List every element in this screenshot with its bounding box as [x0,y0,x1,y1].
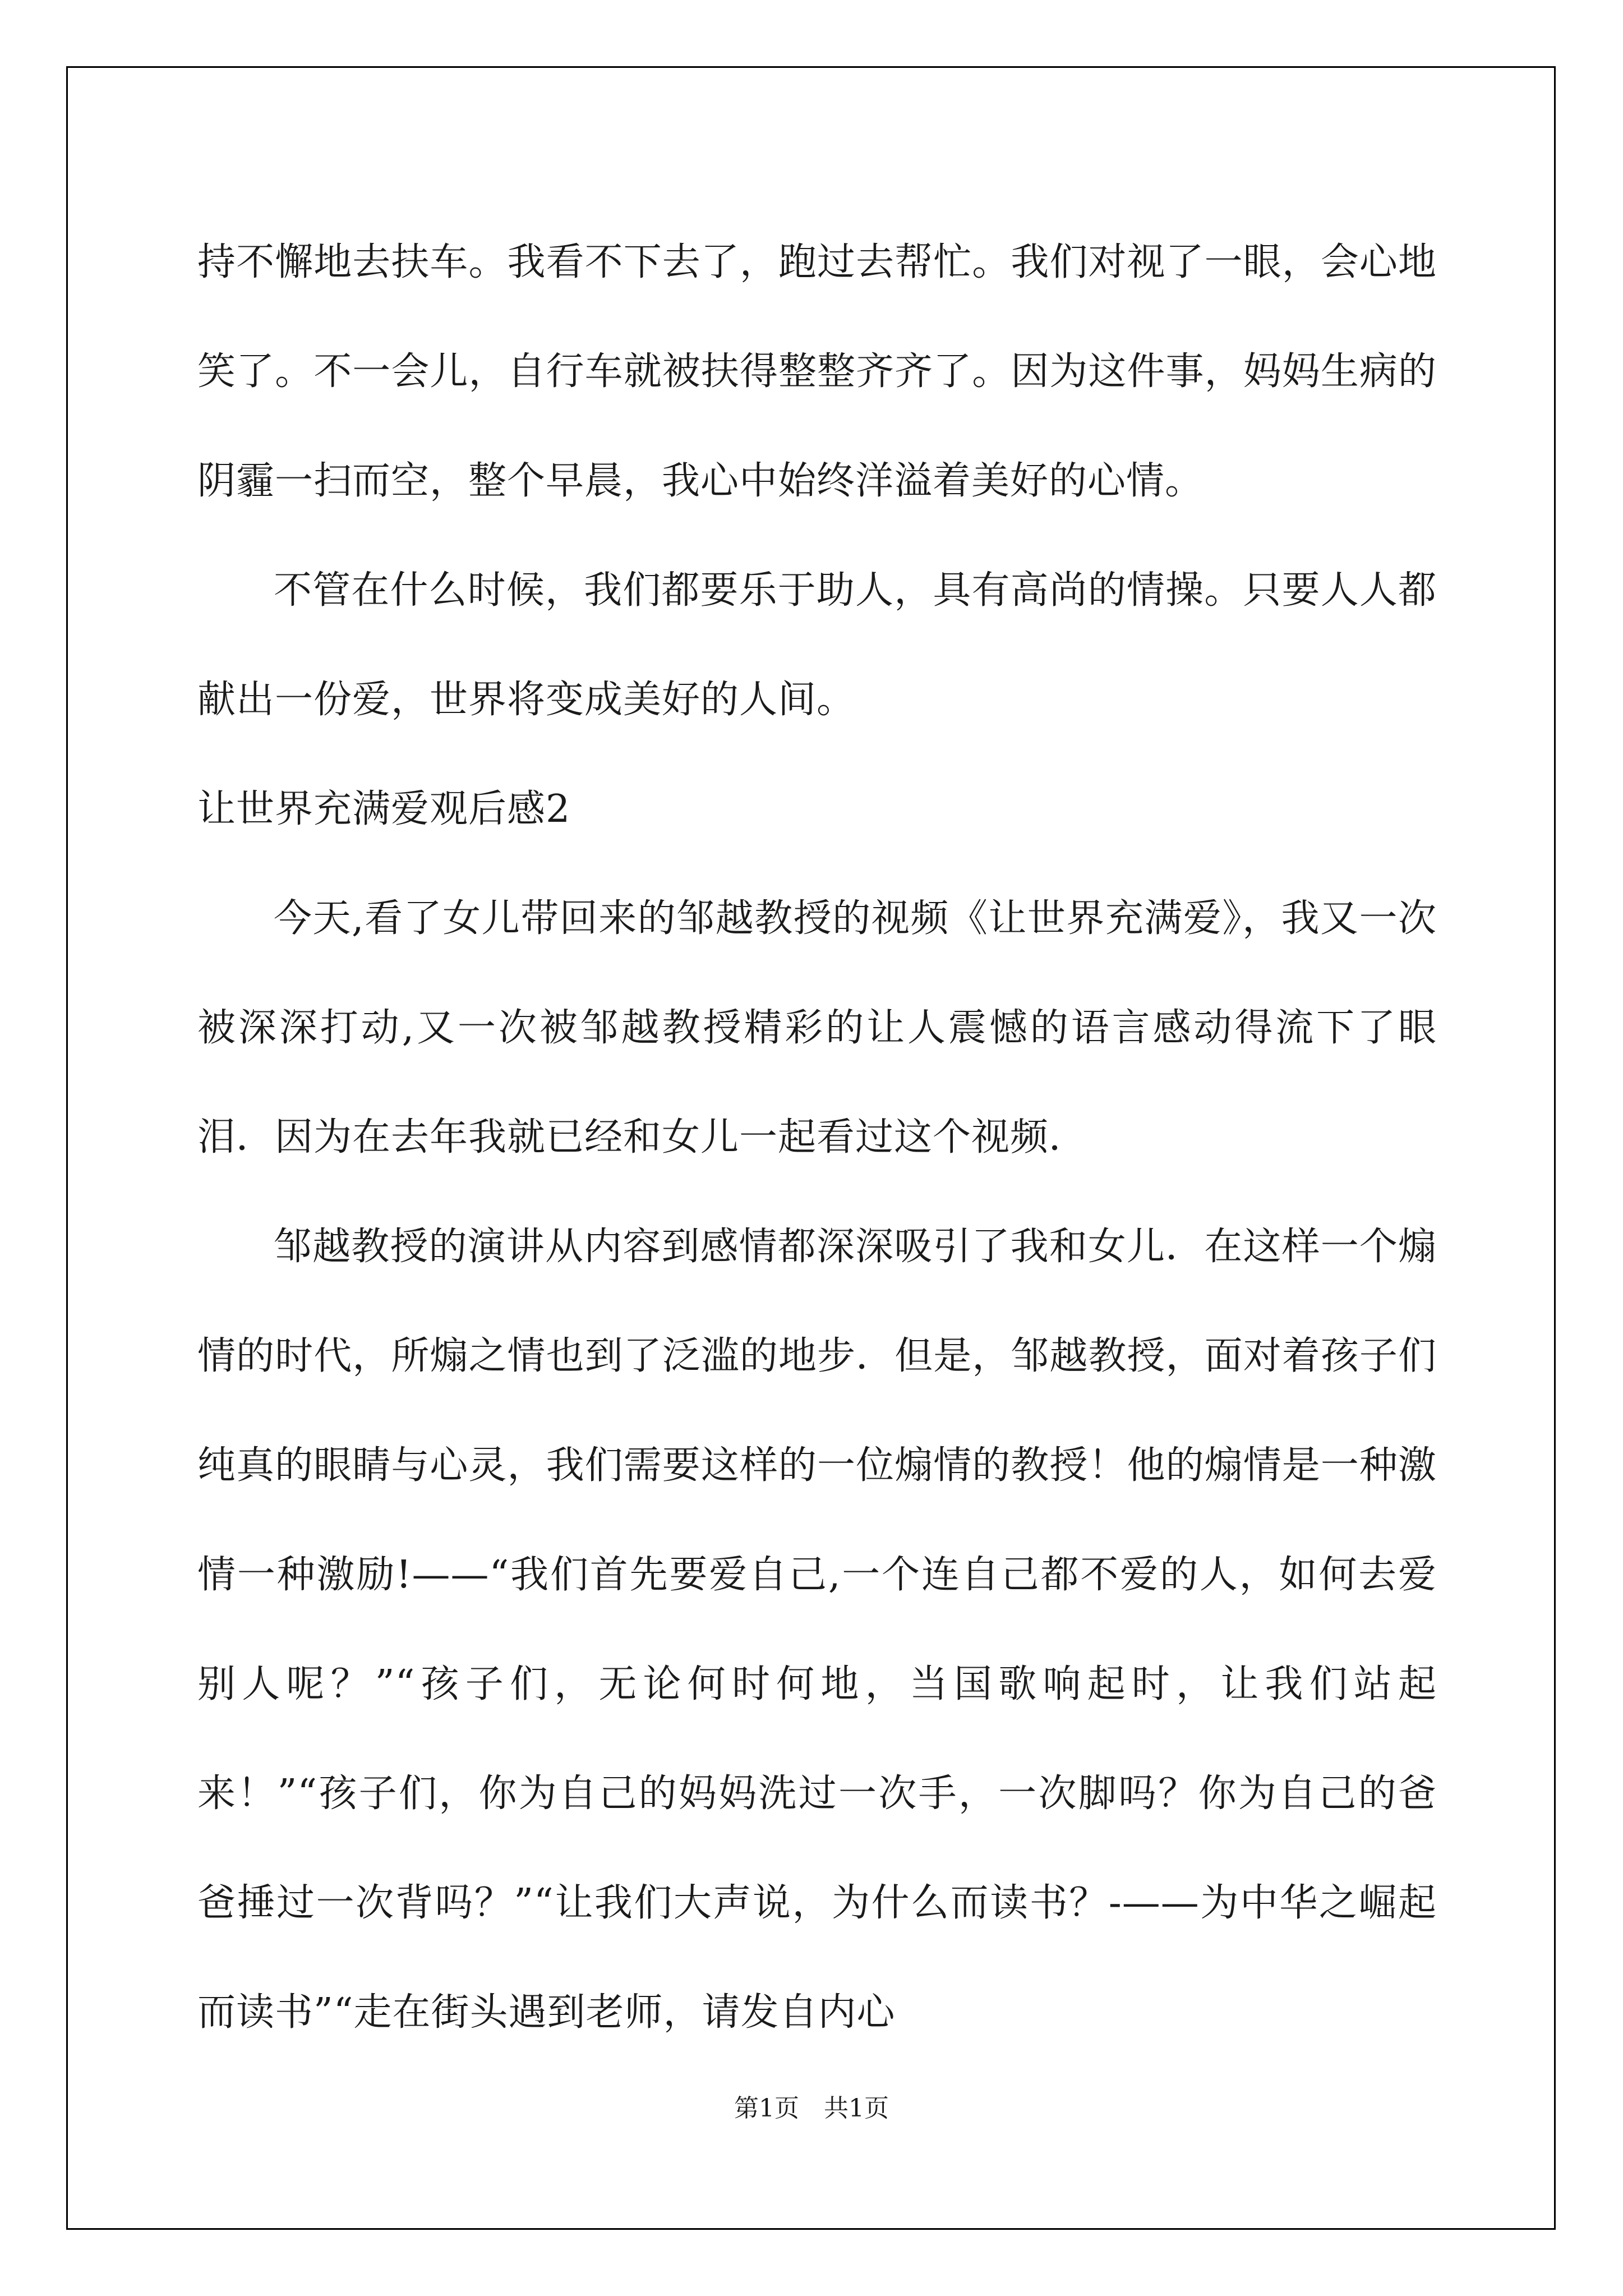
page-footer: 第1页 共1页 [734,2094,889,2123]
paragraph-2: 不管在什么时候，我们都要乐于助人，具有高尚的情操。只要人人都献出一份爱，世界将变成美好的人间。 [197,568,1437,722]
section-heading: 让世界充满爱观后感2 [197,787,571,831]
document-body [197,208,1437,2067]
paragraph-1: 持不懈地去扶车。我看不下去了，跑过去帮忙。我们对视了一眼，会心地笑了。不一会儿，自行车就被扶得整整齐齐了。因为这件事，妈妈生病的阴霾一扫而空，整个早晨，我心中始终洋溢着美好的心情。 [197,240,1437,503]
paragraph-4: 邹越教授的演讲从内容到感情都深深吸引了我和女儿．在这样一个煽情的时代，所煽之情也到了泛滥的地步．但是，邹越教授，面对着孩子们纯真的眼睛与心灵，我们需要这样的一位煽情的教授！他的煽情是一种激情一种激励!——“我们首先要爱自己,一个连自己都不爱的人，如何去爱别人呢？”“孩子们，无论何时何地，当国歌响起时，让我们站起来！”“孩子们，你为自己的妈妈洗过一次手，一次脚吗？你为自己的爸爸捶过一次背吗？”“让我们大声说，为什么而读书？-——为中华之崛起而读书”“走在街头遇到老师，请发自内心 [197,1225,1437,2035]
paragraph-3: 今天,看了女儿带回来的邹越教授的视频《让世界充满爱》，我又一次被深深打动,又一次被邹越教授精彩的让人震憾的语言感动得流下了眼泪．因为在去年我就已经和女儿一起看过这个视频． [197,896,1437,1159]
